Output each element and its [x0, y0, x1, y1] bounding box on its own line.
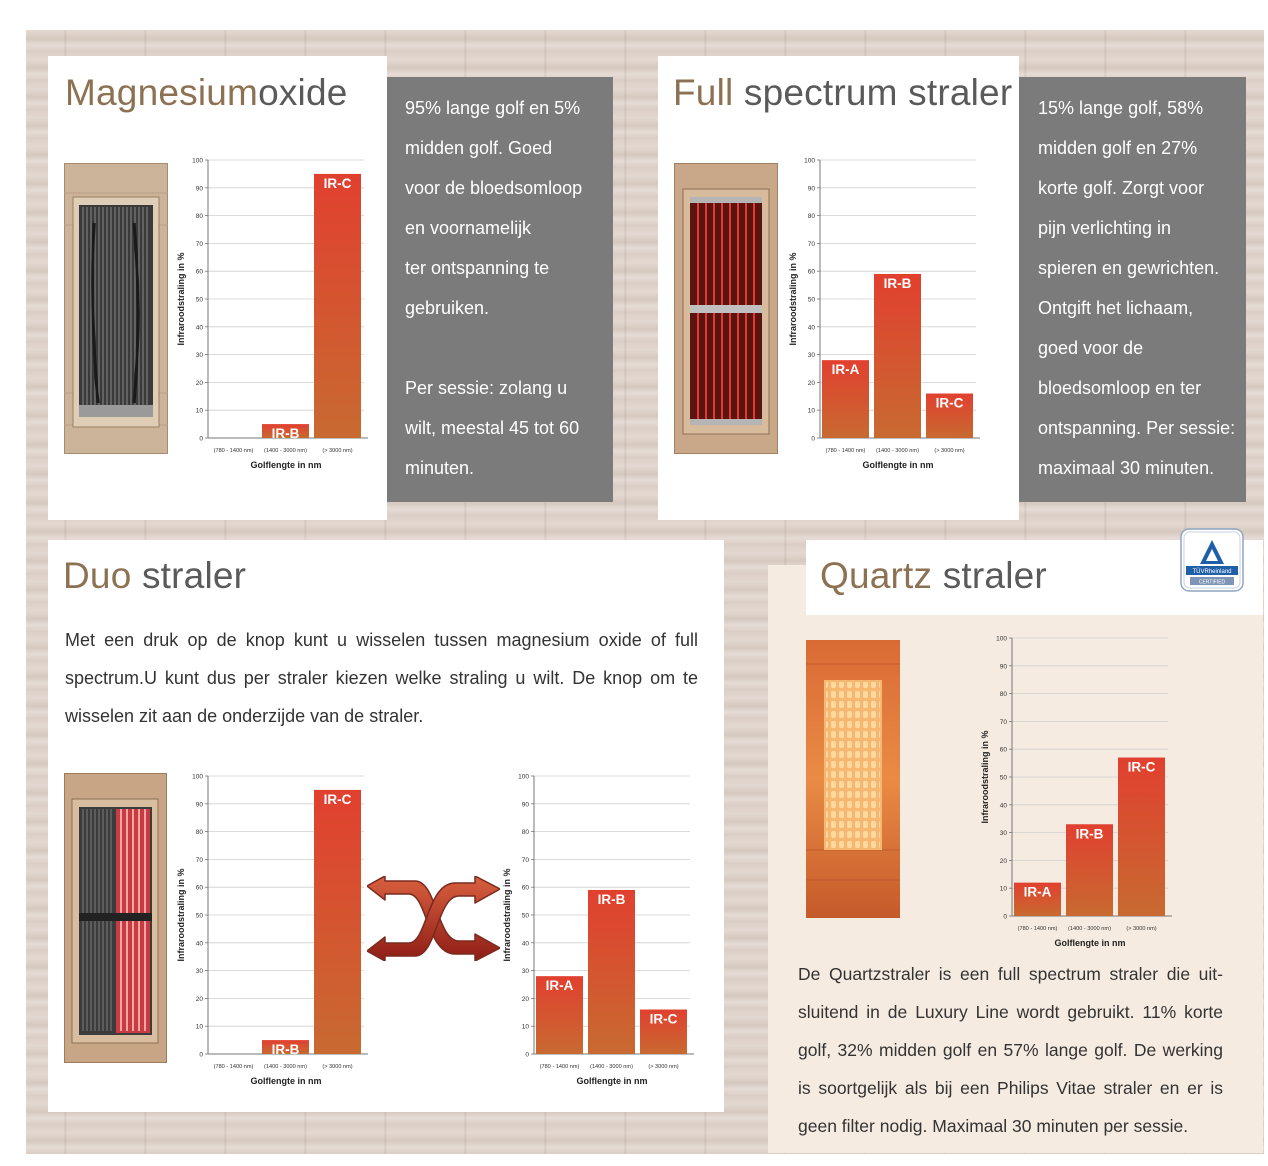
bar-label: IR-A	[831, 362, 860, 378]
y-tick-label: 20	[999, 857, 1007, 865]
bar-label: IR-B	[271, 1042, 300, 1058]
y-tick-label: 40	[999, 802, 1007, 810]
badge-certified: CERTIFIED	[1198, 579, 1226, 586]
quartz-title-bold: Quartz	[820, 555, 933, 596]
y-tick-label: 70	[195, 240, 203, 248]
x-tick-label: (> 3000 nm)	[322, 1064, 353, 1070]
bar-label: IR-C	[323, 791, 352, 807]
desc-line: midden golf en 27%	[1038, 138, 1198, 158]
x-tick-label: (780 - 1400 nm)	[1017, 926, 1058, 932]
magnesium-heater-image	[64, 163, 168, 454]
y-tick-label: 30	[807, 352, 815, 360]
duo-paragraph	[65, 621, 698, 735]
y-tick-label: 60	[521, 884, 529, 892]
paragraph-line: geen filter nodig. Maximaal 30 minuten per sessie.	[798, 1116, 1189, 1136]
y-tick-label: 30	[195, 352, 203, 360]
y-tick-label: 80	[195, 829, 203, 837]
y-tick-label: 60	[999, 746, 1007, 754]
x-axis-title: Golflengte in nm	[1054, 938, 1126, 948]
y-tick-label: 0	[1003, 913, 1007, 921]
bar	[874, 274, 921, 438]
desc-line: gebruiken.	[405, 298, 490, 318]
bar-label: IR-B	[1075, 826, 1104, 842]
y-tick-label: 100	[804, 157, 815, 165]
x-tick-label: (780 - 1400 nm)	[825, 448, 866, 454]
y-tick-label: 40	[521, 940, 529, 948]
y-tick-label: 70	[521, 856, 529, 864]
paragraph-line: Met een druk op de knop kunt u wisselen tussen magnesium oxide of full	[65, 630, 698, 650]
full-title-rest: spectrum straler	[733, 72, 1013, 113]
y-tick-label: 30	[999, 830, 1007, 838]
y-tick-label: 70	[195, 856, 203, 864]
badge-brand: TÜVRheinland	[1192, 569, 1232, 575]
y-tick-label: 30	[521, 968, 529, 976]
y-tick-label: 90	[195, 185, 203, 193]
y-tick-label: 80	[521, 829, 529, 837]
magnesium-description	[387, 77, 613, 502]
bar-label: IR-B	[597, 891, 626, 907]
bar	[314, 174, 361, 438]
paragraph-line: sluitend in de Luxury Line wordt gebruikt. 11% korte	[798, 1002, 1223, 1022]
x-tick-label: (> 3000 nm)	[322, 448, 353, 454]
duo-magnesium-chart	[168, 766, 374, 1096]
duo-heater-image	[64, 773, 167, 1063]
x-tick-label: (> 3000 nm)	[934, 448, 965, 454]
desc-line: pijn verlichting in	[1038, 218, 1172, 238]
x-tick-label: (1400 - 3000 nm)	[1068, 926, 1111, 932]
bar-label: IR-C	[1127, 759, 1156, 775]
bar-label: IR-A	[1023, 884, 1052, 900]
quartz-chart	[972, 628, 1178, 958]
bar-label: IR-B	[883, 275, 912, 291]
desc-line: minuten.	[405, 458, 475, 478]
duo-title-bold: Duo	[63, 555, 132, 596]
x-tick-label: (1400 - 3000 nm)	[876, 448, 919, 454]
y-tick-label: 100	[192, 157, 203, 165]
y-tick-label: 20	[195, 379, 203, 387]
desc-line: wilt, meestal 45 tot 60	[405, 418, 580, 438]
y-tick-label: 60	[195, 884, 203, 892]
desc-line: Per sessie: zolang u	[405, 378, 568, 398]
desc-line: 15% lange golf, 58%	[1038, 98, 1204, 118]
magnesium-chart	[168, 150, 374, 480]
y-tick-label: 20	[521, 995, 529, 1003]
full-heater-image	[674, 163, 778, 454]
y-tick-label: 0	[199, 435, 203, 443]
x-tick-label: (1400 - 3000 nm)	[264, 448, 307, 454]
duo-title	[63, 555, 246, 597]
x-axis-title: Golflengte in nm	[250, 1076, 322, 1086]
y-tick-label: 40	[195, 940, 203, 948]
y-tick-label: 70	[807, 240, 815, 248]
tuv-certified-badge	[1180, 528, 1244, 592]
y-tick-label: 70	[999, 718, 1007, 726]
desc-line: en voornamelijk	[405, 218, 532, 238]
y-tick-label: 0	[525, 1051, 529, 1059]
y-tick-label: 50	[807, 296, 815, 304]
duo-full-chart	[494, 766, 700, 1096]
bar-label: IR-B	[271, 426, 300, 442]
y-tick-label: 80	[195, 213, 203, 221]
paragraph-line: De Quartzstraler is een full spectrum straler die uit-	[798, 964, 1223, 984]
y-tick-label: 60	[195, 268, 203, 276]
y-tick-label: 10	[195, 407, 203, 415]
y-tick-label: 30	[195, 968, 203, 976]
bar-label: IR-C	[323, 175, 352, 191]
x-axis-title: Golflengte in nm	[862, 460, 934, 470]
y-tick-label: 50	[195, 296, 203, 304]
x-tick-label: (780 - 1400 nm)	[539, 1064, 580, 1070]
y-tick-label: 90	[807, 185, 815, 193]
desc-line: spieren en gewrichten.	[1038, 258, 1220, 278]
desc-line: midden golf. Goed	[405, 138, 553, 158]
bar-label: IR-C	[649, 1011, 678, 1027]
y-tick-label: 90	[999, 663, 1007, 671]
y-tick-label: 0	[199, 1051, 203, 1059]
x-tick-label: (> 3000 nm)	[1126, 926, 1157, 932]
desc-line: ontspanning. Per sessie:	[1038, 418, 1236, 438]
y-axis-title: Infraroodstraling in %	[176, 868, 186, 962]
y-tick-label: 60	[807, 268, 815, 276]
desc-line: voor de bloedsomloop	[405, 178, 583, 198]
paragraph-line: spectrum.U kunt dus per straler kiezen welke straling u wilt. De knop om te	[65, 668, 698, 688]
x-tick-label: (780 - 1400 nm)	[213, 448, 254, 454]
magnesium-title-bold: Magnesium	[65, 72, 259, 113]
x-tick-label: (780 - 1400 nm)	[213, 1064, 254, 1070]
y-tick-label: 50	[999, 774, 1007, 782]
y-tick-label: 100	[192, 773, 203, 781]
y-tick-label: 80	[807, 213, 815, 221]
x-tick-label: (1400 - 3000 nm)	[264, 1064, 307, 1070]
desc-line: korte golf. Zorgt voor	[1038, 178, 1205, 198]
magnesium-title-rest: oxide	[258, 72, 348, 113]
paragraph-line: golf, 32% midden golf en 57% lange golf. De werking	[798, 1040, 1223, 1060]
desc-line: bloedsomloop en ter	[1038, 378, 1202, 398]
y-tick-label: 20	[195, 995, 203, 1003]
y-tick-label: 100	[996, 635, 1007, 643]
y-axis-title: Infraroodstraling in %	[980, 730, 990, 824]
quartz-title-rest: straler	[932, 555, 1047, 596]
y-tick-label: 90	[195, 801, 203, 809]
duo-title-rest: straler	[131, 555, 247, 596]
desc-line: maximaal 30 minuten.	[1038, 458, 1215, 478]
magnesium-title	[65, 72, 348, 114]
x-axis-title: Golflengte in nm	[576, 1076, 648, 1086]
y-axis-title: Infraroodstraling in %	[502, 868, 512, 962]
y-tick-label: 80	[999, 691, 1007, 699]
full-description	[1019, 77, 1246, 502]
bar	[588, 890, 635, 1054]
y-axis-title: Infraroodstraling in %	[176, 252, 186, 346]
bar-label: IR-A	[545, 978, 574, 994]
x-tick-label: (1400 - 3000 nm)	[590, 1064, 633, 1070]
desc-line: ter ontspanning te	[405, 258, 550, 278]
x-axis-title: Golflengte in nm	[250, 460, 322, 470]
y-tick-label: 90	[521, 801, 529, 809]
y-tick-label: 10	[999, 885, 1007, 893]
y-tick-label: 40	[807, 324, 815, 332]
y-tick-label: 40	[195, 324, 203, 332]
paragraph-line: wisselen zit aan de onderzijde van de straler.	[65, 706, 424, 726]
full-title-bold: Full	[673, 72, 734, 113]
y-tick-label: 50	[521, 912, 529, 920]
y-tick-label: 10	[195, 1023, 203, 1031]
quartz-heater-image	[806, 640, 900, 918]
desc-line: Ontgift het lichaam,	[1038, 298, 1194, 318]
y-tick-label: 50	[195, 912, 203, 920]
paragraph-line: is soortgelijk als bij een Philips Vitae straler en er is	[798, 1078, 1223, 1098]
x-tick-label: (> 3000 nm)	[648, 1064, 679, 1070]
y-tick-label: 0	[811, 435, 815, 443]
y-tick-label: 100	[518, 773, 529, 781]
full-chart	[780, 150, 986, 480]
desc-gap	[405, 328, 613, 368]
desc-line: 95% lange golf en 5%	[405, 98, 581, 118]
desc-line: goed voor de	[1038, 338, 1144, 358]
quartz-paragraph	[798, 955, 1223, 1145]
y-tick-label: 20	[807, 379, 815, 387]
bar-label: IR-C	[935, 395, 964, 411]
bar	[1118, 758, 1165, 916]
quartz-title	[820, 555, 1047, 597]
bar	[314, 790, 361, 1054]
y-tick-label: 10	[521, 1023, 529, 1031]
y-axis-title: Infraroodstraling in %	[788, 252, 798, 346]
y-tick-label: 10	[807, 407, 815, 415]
full-title	[673, 72, 1012, 114]
switch-arrows-icon	[367, 876, 500, 961]
